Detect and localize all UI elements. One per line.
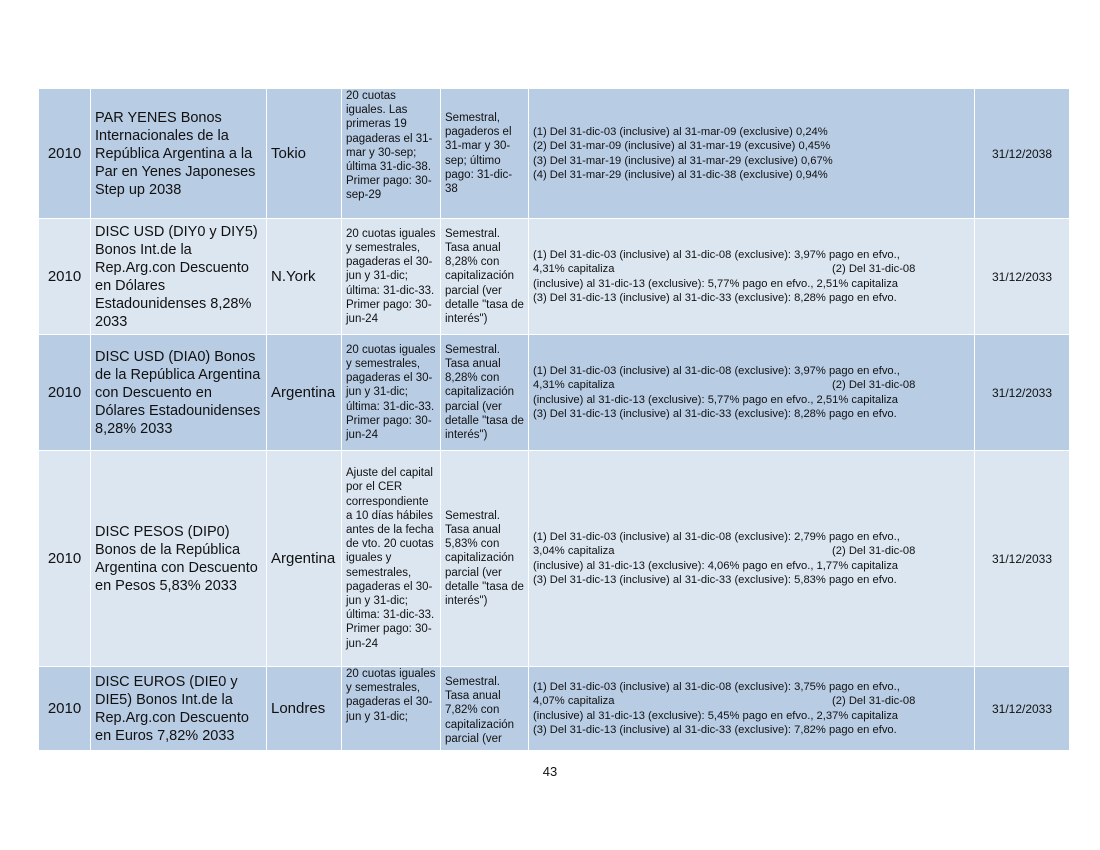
rate-line: (4) Del 31-mar-29 (inclusive) al 31-dic-38 (exclusive) 0,94%: [533, 168, 828, 181]
place-cell: Londres: [267, 667, 342, 751]
year-cell: 2010: [39, 451, 91, 667]
year-cell: 2010: [39, 219, 91, 335]
rate-line: (1) Del 31-dic-03 (inclusive) al 31-mar-09 (exclusive) 0,24%: [533, 125, 828, 138]
interest-rates-cell: [529, 667, 975, 751]
table-row: [39, 667, 1070, 751]
place-cell: Tokio: [267, 89, 342, 219]
rate-line: (inclusive) al 31-dic-13 (exclusive): 5,45% pago en efvo., 2,37% capitaliza: [533, 709, 899, 722]
rate-line: (3) Del 31-mar-19 (inclusive) al 31-mar-29 (exclusive) 0,67%: [533, 154, 833, 167]
amortization-cell: 20 cuotas iguales. Las primeras 19 pagaderas el 31-mar y 30-sep; última 31-dic-38. Primer pago: 30-sep-29: [342, 89, 441, 219]
year-cell: 2010: [39, 335, 91, 451]
year-cell: 2010: [39, 667, 91, 751]
place-cell: Argentina: [267, 335, 342, 451]
rate-line: (3) Del 31-dic-13 (inclusive) al 31-dic-33 (exclusive): 8,28% pago en efvo.: [533, 407, 897, 420]
rate-line: (inclusive) al 31-dic-13 (exclusive): 4,06% pago en efvo., 1,77% capitaliza: [533, 559, 899, 572]
rate-line: 3,04% capitaliza (2) Del 31-dic-08: [533, 545, 916, 558]
bond-name-cell: DISC USD (DIA0) Bonos de la República Argentina con Descuento en Dólares Estadounidenses 8,28% 2033: [91, 335, 267, 451]
table-row: [39, 219, 1070, 335]
interest-rates-cell: [529, 89, 975, 219]
table-row: [39, 335, 1070, 451]
rate-line: (3) Del 31-dic-13 (inclusive) al 31-dic-33 (exclusive): 7,82% pago en efvo.: [533, 723, 897, 736]
maturity-date-cell: 31/12/2038: [975, 89, 1070, 219]
interest-frequency-cell: Semestral. Tasa anual 7,82% con capitalización parcial (ver: [441, 667, 529, 751]
rate-line: (inclusive) al 31-dic-13 (exclusive): 5,77% pago en efvo., 2,51% capitaliza: [533, 277, 899, 290]
maturity-date-cell: 31/12/2033: [975, 667, 1070, 751]
bond-name-cell: DISC USD (DIY0 y DIY5) Bonos Int.de la Rep.Arg.con Descuento en Dólares Estadounidenses 8,28% 2033: [91, 219, 267, 335]
rate-line: (3) Del 31-dic-13 (inclusive) al 31-dic-33 (exclusive): 8,28% pago en efvo.: [533, 291, 897, 304]
rate-line: 4,31% capitaliza (2) Del 31-dic-08: [533, 379, 916, 392]
page-number: 43: [542, 764, 558, 779]
rate-line: (3) Del 31-dic-13 (inclusive) al 31-dic-33 (exclusive): 5,83% pago en efvo.: [533, 573, 897, 586]
rate-line: (inclusive) al 31-dic-13 (exclusive): 5,77% pago en efvo., 2,51% capitaliza: [533, 393, 899, 406]
maturity-date-cell: 31/12/2033: [975, 451, 1070, 667]
rate-line: (2) Del 31-mar-09 (inclusive) al 31-mar-19 (excusive) 0,45%: [533, 140, 831, 153]
amortization-cell: 20 cuotas iguales y semestrales, pagaderas el 30-jun y 31-dic; última: 31-dic-33. Primer pago: 30-jun-24: [342, 335, 441, 451]
rate-line: 4,31% capitaliza (2) Del 31-dic-08: [533, 263, 916, 276]
bonds-table: [38, 88, 1070, 751]
interest-rates-cell: [529, 451, 975, 667]
maturity-date-cell: 31/12/2033: [975, 219, 1070, 335]
rate-line: 4,07% capitaliza (2) Del 31-dic-08: [533, 695, 916, 708]
interest-frequency-cell: Semestral. Tasa anual 5,83% con capitalización parcial (ver detalle "tasa de interés"): [441, 451, 529, 667]
interest-frequency-cell: Semestral, pagaderos el 31-mar y 30-sep; último pago: 31-dic-38: [441, 89, 529, 219]
rate-line: (1) Del 31-dic-03 (inclusive) al 31-dic-08 (exclusive): 2,79% pago en efvo.,: [533, 530, 900, 543]
place-cell: N.York: [267, 219, 342, 335]
bond-name-cell: DISC EUROS (DIE0 y DIE5) Bonos Int.de la Rep.Arg.con Descuento en Euros 7,82% 2033: [91, 667, 267, 751]
amortization-cell: 20 cuotas iguales y semestrales, pagaderas el 30-jun y 31-dic; última: 31-dic-33. Primer pago: 30-jun-24: [342, 219, 441, 335]
bond-name-cell: DISC PESOS (DIP0) Bonos de la República Argentina con Descuento en Pesos 5,83% 2033: [91, 451, 267, 667]
interest-frequency-cell: Semestral. Tasa anual 8,28% con capitalización parcial (ver detalle "tasa de interés"): [441, 335, 529, 451]
amortization-cell: Ajuste del capital por el CER correspondiente a 10 días hábiles antes de la fecha de vto. 20 cuotas iguales y semestrales, pagaderas el 30-jun y 31-dic; última: 31-dic-33. Primer pago: 30-jun-24: [342, 451, 441, 667]
interest-rates-cell: [529, 335, 975, 451]
interest-rates-cell: [529, 219, 975, 335]
amortization-cell: 20 cuotas iguales y semestrales, pagaderas el 30-jun y 31-dic;: [342, 667, 441, 751]
table-row: [39, 89, 1070, 219]
table-row: [39, 451, 1070, 667]
year-cell: 2010: [39, 89, 91, 219]
bond-name-cell: PAR YENES Bonos Internacionales de la República Argentina a la Par en Yenes Japoneses Step up 2038: [91, 89, 267, 219]
interest-frequency-cell: Semestral. Tasa anual 8,28% con capitalización parcial (ver detalle "tasa de interés"): [441, 219, 529, 335]
rate-line: (1) Del 31-dic-03 (inclusive) al 31-dic-08 (exclusive): 3,97% pago en efvo.,: [533, 248, 900, 261]
rate-line: (1) Del 31-dic-03 (inclusive) al 31-dic-08 (exclusive): 3,97% pago en efvo.,: [533, 364, 900, 377]
maturity-date-cell: 31/12/2033: [975, 335, 1070, 451]
place-cell: Argentina: [267, 451, 342, 667]
rate-line: (1) Del 31-dic-03 (inclusive) al 31-dic-08 (exclusive): 3,75% pago en efvo.,: [533, 680, 900, 693]
